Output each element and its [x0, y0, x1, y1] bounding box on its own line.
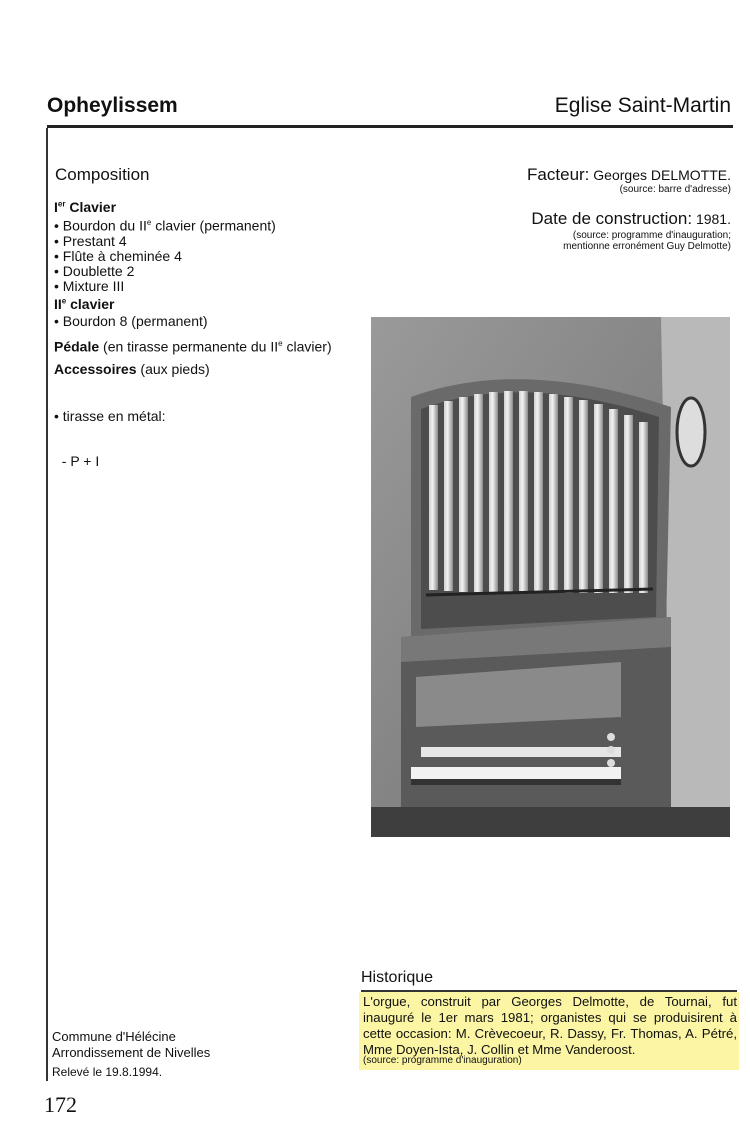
page-title-church: Eglise Saint-Martin	[554, 94, 731, 117]
accessoires-line: Accessoires (aux pieds)	[54, 361, 210, 377]
pedale-line: Pédale (en tirasse permanente du IIe clavier)	[54, 338, 332, 355]
history-source: (source: programme d'inauguration)	[363, 1055, 522, 1066]
construction-line: Date de construction: 1981.	[531, 209, 731, 228]
clavier1-sup: er	[57, 199, 66, 209]
accessory-item: • tirasse en métal:	[54, 408, 166, 424]
clavier1-num: I	[54, 199, 58, 215]
accessory-item: - P + I	[54, 453, 100, 469]
composition-heading: Composition	[55, 165, 150, 184]
history-text: L'orgue, construit par Georges Delmotte, de Tournai, fut inauguré le 1er mars 1981; organistes qui se produisirent à cette occasion: M. Crèvecoeur, R. Dassy, Fr. Thomas, A. Pétré, Mme Doyen-Ista, J. Collin et Mme Vanderoost.	[363, 994, 737, 1057]
accessoires-list	[54, 379, 166, 484]
clavier2-heading: IIe clavier	[54, 296, 115, 312]
accessoires-label: Accessoires	[54, 361, 137, 377]
stop-item: • Bourdon du IIe clavier (permanent)	[54, 217, 276, 234]
history-heading: Historique	[361, 969, 434, 986]
stop-list-clavier1	[54, 215, 276, 294]
stop-item: • Bourdon 8 (permanent)	[54, 313, 208, 329]
clavier1-heading	[54, 199, 116, 215]
pedale-label: Pédale	[54, 338, 100, 355]
footer-commune: Commune d'Hélécine	[52, 1029, 176, 1044]
construction-source: (source: programme d'inauguration; mentionne erronément Guy Delmotte)	[563, 230, 731, 252]
page-number: 172	[44, 1092, 77, 1117]
organ-photo	[371, 317, 730, 837]
header-rule	[47, 125, 733, 128]
builder-source: (source: barre d'adresse)	[619, 184, 731, 195]
builder-line: Facteur: Georges DELMOTTE.	[527, 165, 731, 184]
stop-item: • Doublette 2	[54, 262, 135, 279]
left-frame-line	[46, 128, 48, 1081]
clavier1-label: Clavier	[65, 199, 117, 215]
stop-item: • Flûte à cheminée 4	[54, 247, 182, 264]
stop-item: • Prestant 4	[54, 232, 127, 249]
footer-releve: Relevé le 19.8.1994.	[52, 1065, 163, 1079]
footer-arrondissement: Arrondissement de Nivelles	[52, 1045, 211, 1060]
stop-item: • Mixture III	[54, 277, 125, 294]
page-title-place: Opheylissem	[47, 94, 178, 117]
